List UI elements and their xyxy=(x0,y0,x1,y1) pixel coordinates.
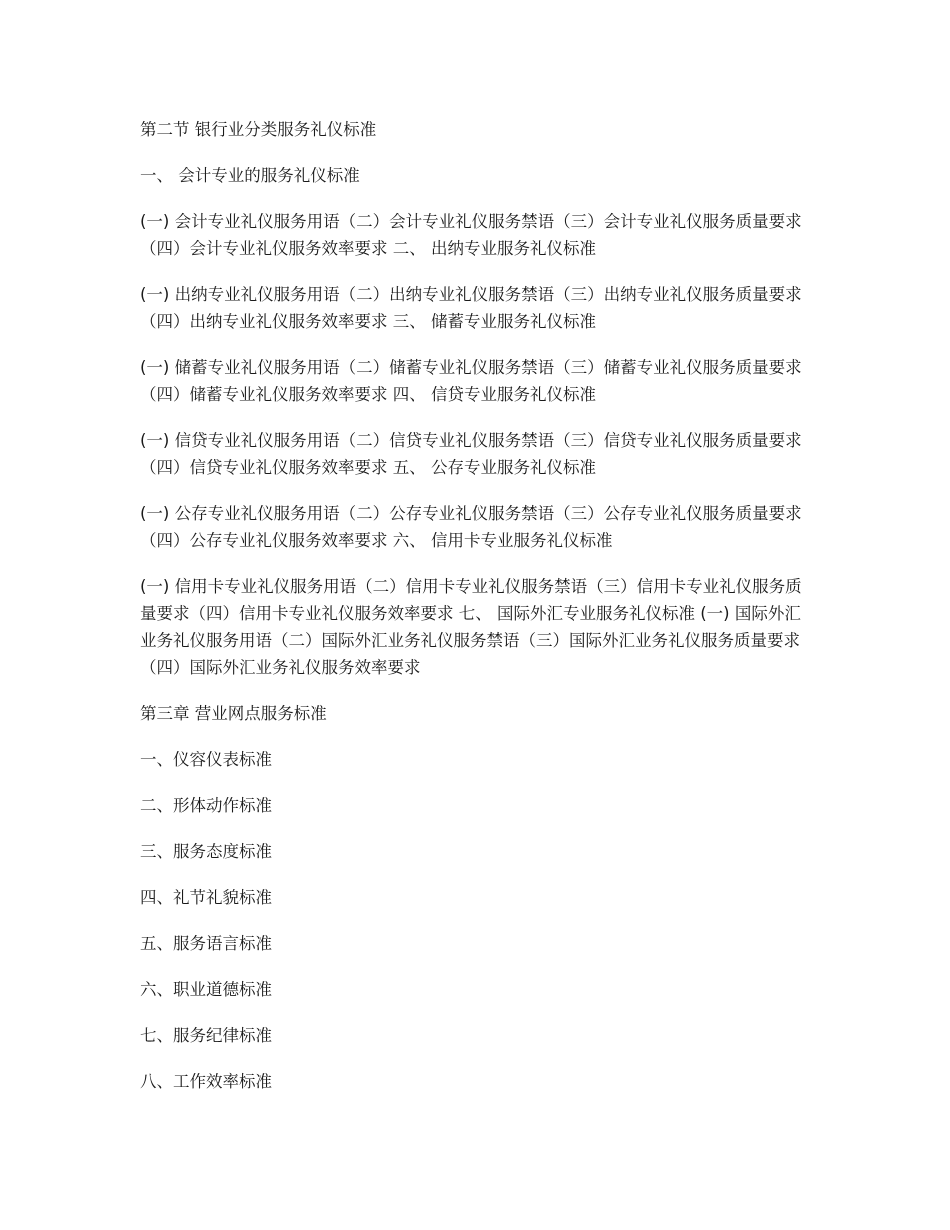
item-accounting-heading: 一、 会计专业的服务礼仪标准 xyxy=(140,166,360,185)
paragraph-accounting: (一) 会计专业礼仪服务用语（二）会计专业礼仪服务禁语（三）会计专业礼仪服务质量要求（四）会计专业礼仪服务效率要求 二、 出纳专业服务礼仪标准 xyxy=(140,212,802,258)
list-item: 二、形体动作标准 xyxy=(140,796,272,815)
paragraph-savings: (一) 储蓄专业礼仪服务用语（二）储蓄专业礼仪服务禁语（三）储蓄专业礼仪服务质量要求（四）储蓄专业礼仪服务效率要求 四、 信贷专业服务礼仪标准 xyxy=(140,358,802,404)
chapter-title: 第三章 营业网点服务标准 xyxy=(140,704,327,723)
list-item: 五、服务语言标准 xyxy=(140,934,272,953)
list-item: 四、礼节礼貌标准 xyxy=(140,888,272,907)
paragraph-credit: (一) 信贷专业礼仪服务用语（二）信贷专业礼仪服务禁语（三）信贷专业礼仪服务质量要求（四）信贷专业礼仪服务效率要求 五、 公存专业服务礼仪标准 xyxy=(140,431,802,477)
list-item: 七、服务纪律标准 xyxy=(140,1026,272,1045)
list-item: 三、服务态度标准 xyxy=(140,842,272,861)
document-page xyxy=(140,116,808,1114)
list-item: 一、仪容仪表标准 xyxy=(140,750,272,769)
paragraph-public-deposit: (一) 公存专业礼仪服务用语（二）公存专业礼仪服务禁语（三）公存专业礼仪服务质量要求（四）公存专业礼仪服务效率要求 六、 信用卡专业服务礼仪标准 xyxy=(140,504,802,550)
paragraph-credit-card-forex: (一) 信用卡专业礼仪服务用语（二）信用卡专业礼仪服务禁语（三）信用卡专业礼仪服务质量要求（四）信用卡专业礼仪服务效率要求 七、 国际外汇专业服务礼仪标准 (一) 国际外汇业务礼仪服务用语（二）国际外汇业务礼仪服务禁语（三）国际外汇业务礼仪服务质量要求（四）国际外汇业务礼仪服务效率要求 xyxy=(140,577,802,677)
paragraph-cashier: (一) 出纳专业礼仪服务用语（二）出纳专业礼仪服务禁语（三）出纳专业礼仪服务质量要求（四）出纳专业礼仪服务效率要求 三、 储蓄专业服务礼仪标准 xyxy=(140,285,802,331)
list-item: 六、职业道德标准 xyxy=(140,980,272,999)
section-title: 第二节 银行业分类服务礼仪标准 xyxy=(140,120,377,139)
list-item: 八、工作效率标准 xyxy=(140,1072,272,1091)
